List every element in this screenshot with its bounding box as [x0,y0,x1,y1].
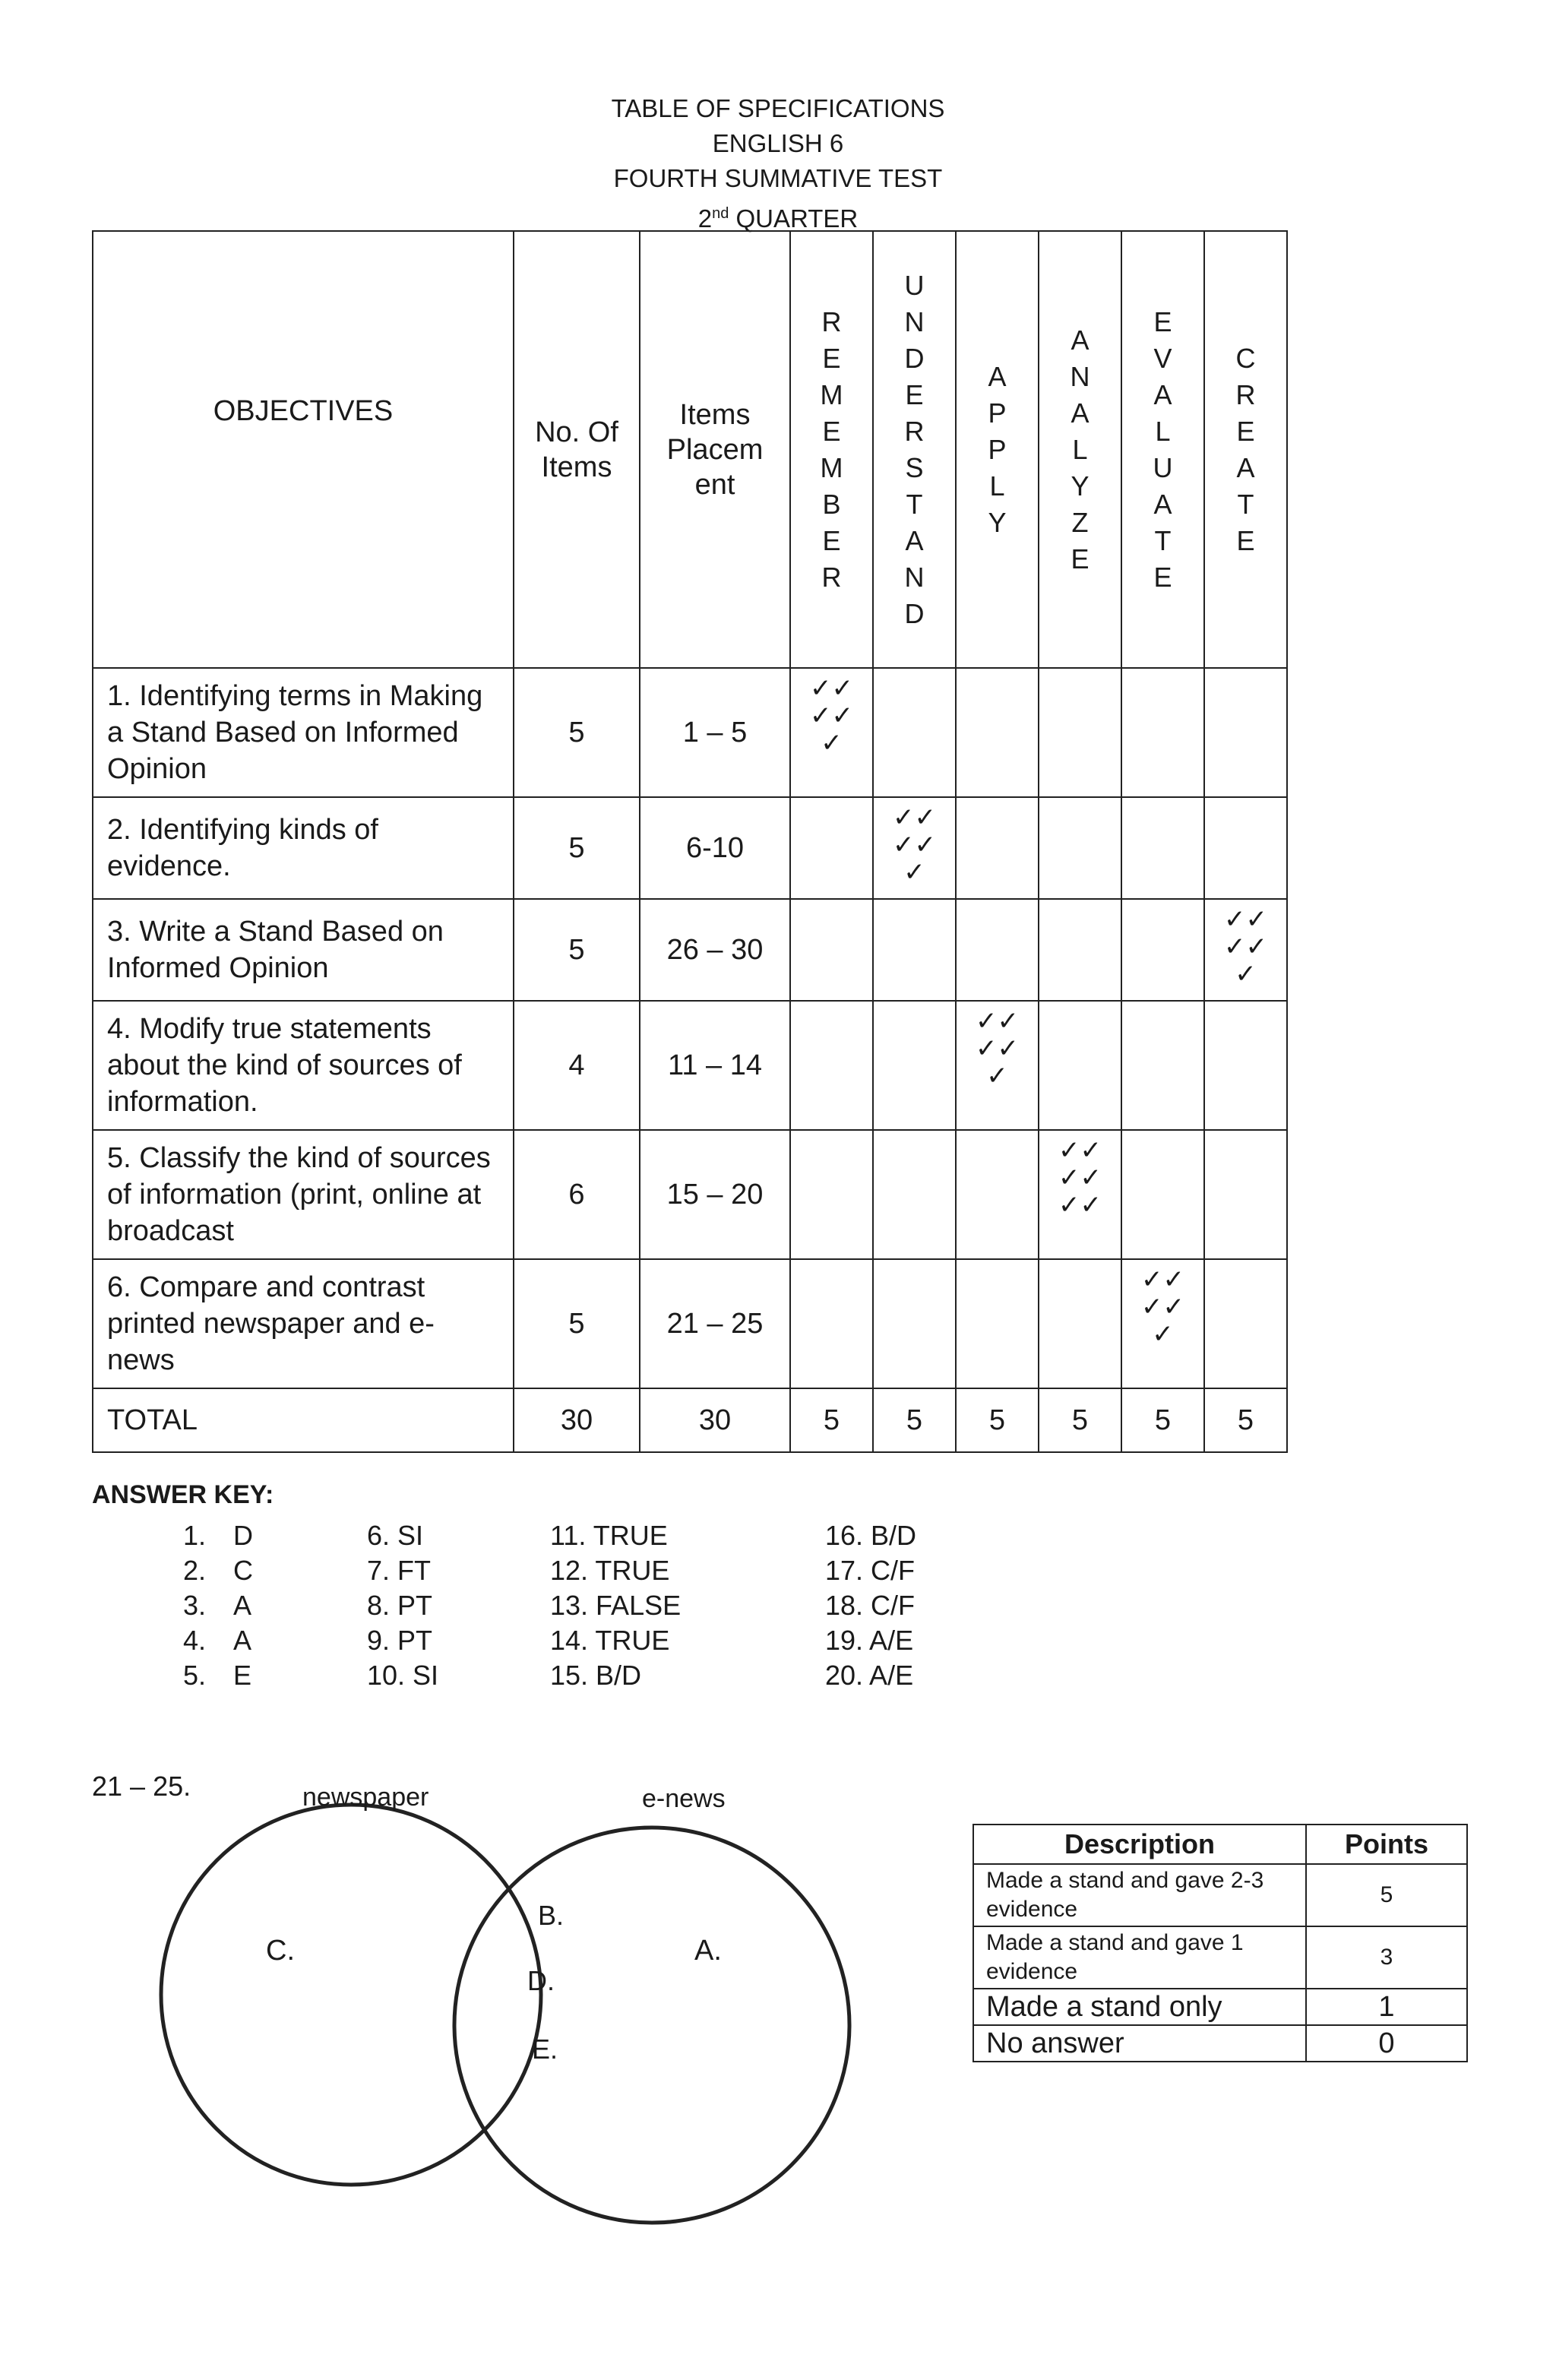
venn-right-answer: A. [694,1935,722,1967]
objective-item-count: 5 [514,668,640,797]
venn-middle-answer: D. [527,1965,555,1996]
venn-left-title: newspaper [302,1783,429,1812]
total-placement: 30 [640,1388,790,1452]
no-of-items-header: No. Of Items [514,231,640,668]
objective-item-placement: 21 – 25 [640,1259,790,1388]
level-header-letters: A P P L Y [988,360,1007,538]
objectives-header: OBJECTIVES [93,231,514,668]
rubric-row [973,1989,1467,2025]
check-mark: ✓ [903,857,925,888]
total-understand: 5 [873,1388,956,1452]
total-items: 30 [514,1388,640,1452]
objective-text: 2. Identifying kinds of evidence. [93,797,514,899]
objective-text: 1. Identifying terms in Making a Stand Based on Informed Opinion [93,668,514,797]
check-mark: ✓✓ [1058,1163,1102,1193]
objective-item-placement: 11 – 14 [640,1001,790,1130]
items-placement-header: Items Placem ent [640,231,790,668]
header-test: FOURTH SUMMATIVE TEST [613,164,943,192]
check-mark: ✓✓ [1224,932,1267,962]
objective-text: 6. Compare and contrast printed newspaper and e-news [93,1259,514,1388]
rubric-row [973,1864,1467,1926]
rubric-row [973,2025,1467,2062]
rubric-row [973,1926,1467,1989]
rubric-points: 5 [1306,1864,1467,1926]
answer-item: 13. FALSE [550,1590,682,1621]
answer-item: 9. PT [367,1625,433,1656]
scoring-rubric [972,1824,1468,2062]
total-create: 5 [1204,1388,1287,1452]
answer-item: 8. PT [367,1590,433,1621]
level-header-letters: R E M E M B E R [820,305,843,593]
check-mark: ✓✓ [976,1006,1019,1037]
objective-item-placement: 1 – 5 [640,668,790,797]
answer-item: 5. E [183,1660,252,1691]
answer-item: 6. SI [367,1520,424,1551]
total-label: TOTAL [93,1388,514,1452]
answer-item: 11. TRUE [550,1520,668,1551]
objective-text: 3. Write a Stand Based on Informed Opinion [93,899,514,1001]
answer-item: 18. C/F [825,1590,916,1621]
total-apply: 5 [956,1388,1039,1452]
check-mark: ✓✓ [893,802,936,833]
objective-item-count: 4 [514,1001,640,1130]
answer-item: 7. FT [367,1555,432,1586]
answer-item: 12. TRUE [550,1555,670,1586]
answer-key-title: ANSWER KEY: [92,1480,274,1509]
check-mark: ✓✓ [1141,1264,1184,1295]
rubric-description: Made a stand and gave 1 evidence [973,1926,1306,1989]
check-mark: ✓✓ [810,673,853,704]
rubric-header-row [973,1825,1467,1864]
rubric-points-header: Points [1306,1825,1467,1864]
rubric-points: 0 [1306,2025,1467,2062]
answer-item: 17. C/F [825,1555,916,1586]
venn-item-range: 21 – 25. [92,1771,191,1802]
objective-item-count: 5 [514,899,640,1001]
level-header-letters: A N A L Y Z E [1070,324,1090,574]
rubric-points: 3 [1306,1926,1467,1989]
venn-middle-answer: E. [532,2033,558,2065]
check-mark: ✓✓ [976,1033,1019,1064]
answer-item: 4. A [183,1625,252,1656]
answer-item: 19. A/E [825,1625,914,1656]
objective-item-placement: 26 – 30 [640,899,790,1001]
header-subject: ENGLISH 6 [712,129,844,157]
check-mark: ✓ [986,1061,1008,1091]
level-header-letters: E V A L U A T E [1153,305,1173,593]
answer-item: 15. B/D [550,1660,642,1691]
check-mark: ✓✓ [1141,1292,1184,1322]
header-quarter: 2nd QUARTER [697,204,859,233]
objective-item-count: 5 [514,797,640,899]
objective-item-placement: 6-10 [640,797,790,899]
rubric-description: Made a stand only [973,1989,1306,2025]
header-title: TABLE OF SPECIFICATIONS [611,94,945,122]
level-header-letters: U N D E R S T A N D [904,269,925,629]
check-mark: ✓✓ [1224,904,1267,935]
check-mark: ✓ [1152,1319,1174,1350]
check-mark: ✓✓ [1058,1135,1102,1166]
check-mark: ✓✓ [1058,1190,1102,1220]
rubric-description-header: Description [973,1825,1306,1864]
objective-item-count: 5 [514,1259,640,1388]
rubric-description: No answer [973,2025,1306,2062]
objective-text: 5. Classify the kind of sources of information (print, online at broadcast [93,1130,514,1259]
objective-item-count: 6 [514,1130,640,1259]
answer-item: 20. A/E [825,1660,914,1691]
venn-right-title: e-news [642,1784,726,1813]
total-analyze: 5 [1039,1388,1121,1452]
rubric-description: Made a stand and gave 2-3 evidence [973,1864,1306,1926]
answer-item: 2. C [183,1555,253,1586]
total-evaluate: 5 [1121,1388,1204,1452]
answer-item: 3. A [183,1590,252,1621]
check-mark: ✓✓ [893,830,936,860]
rubric-points: 1 [1306,1989,1467,2025]
venn-left-answer: C. [266,1935,295,1967]
level-header-letters: C R E A T E [1235,342,1256,556]
answer-item: 10. SI [367,1660,439,1691]
answer-item: 14. TRUE [550,1625,670,1656]
check-mark: ✓✓ [810,701,853,731]
objective-item-placement: 15 – 20 [640,1130,790,1259]
objective-text: 4. Modify true statements about the kind of sources of information. [93,1001,514,1130]
check-mark: ✓ [1235,959,1257,989]
venn-right-circle [454,1828,849,2223]
answer-item: 1. D [183,1520,253,1551]
answer-item: 16. B/D [825,1520,917,1551]
total-remember: 5 [790,1388,873,1452]
check-mark: ✓ [821,728,843,758]
venn-middle-answer: B. [538,1900,565,1931]
